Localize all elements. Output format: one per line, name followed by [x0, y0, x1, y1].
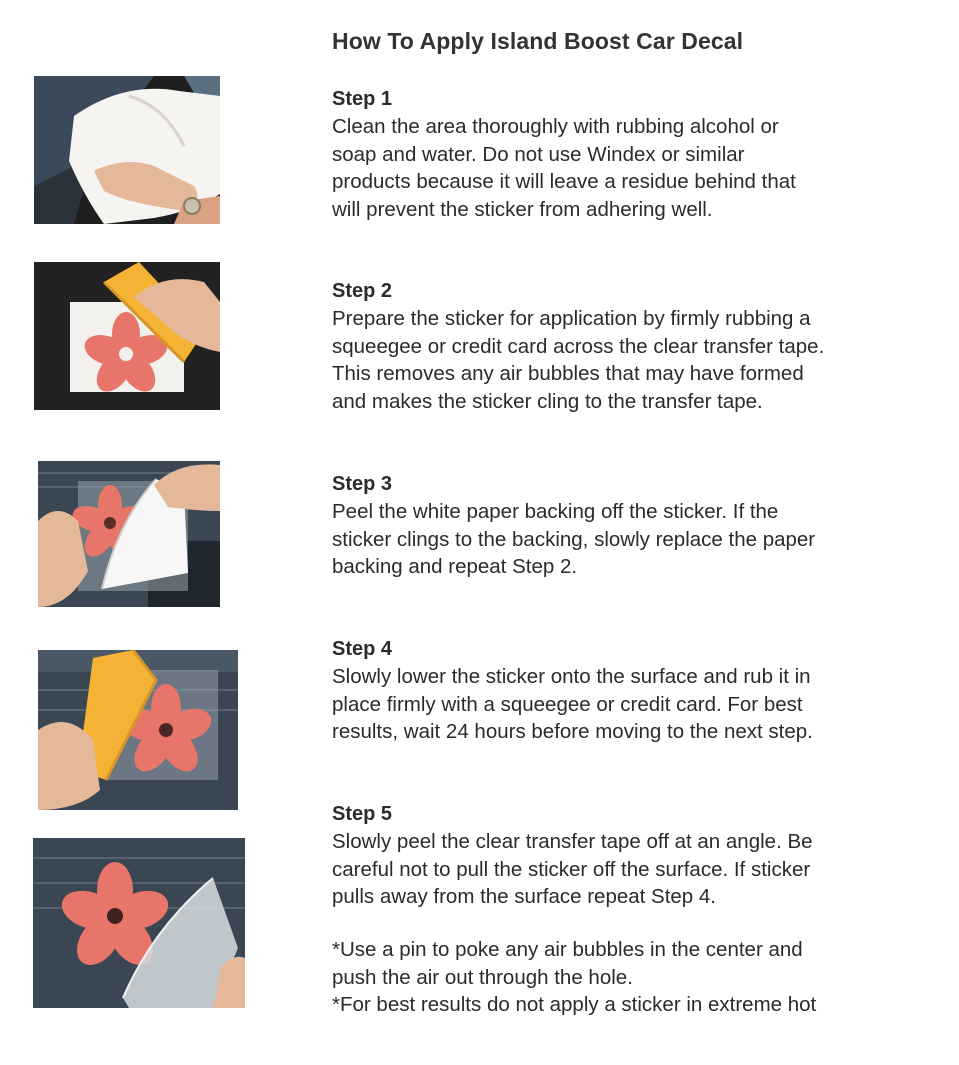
- page-title: How To Apply Island Boost Car Decal: [332, 28, 744, 54]
- step-3-photo-peeling-backing: [38, 461, 220, 607]
- step-1: [332, 86, 932, 223]
- step-2: [332, 278, 932, 415]
- step-1-heading: Step 1: [332, 88, 393, 110]
- step-5-photo-peeling-transfer-tape: [33, 838, 245, 1008]
- step-4-text: Slowly lower the sticker onto the surface and rub it in place firmly with a squeegee or credit card. For best results, wait 24 hours before moving to the next step.: [332, 665, 813, 743]
- step-1-text: Clean the area thoroughly with rubbing alcohol or soap and water. Do not use Windex or similar products because it will leave a residue behind that will prevent the sticker from adhering well.: [332, 115, 796, 221]
- step-2-heading: Step 2: [332, 280, 393, 302]
- step-5: [332, 801, 932, 911]
- step-3-heading: Step 3: [332, 473, 393, 495]
- step-3-text: Peel the white paper backing off the sticker. If the sticker clings to the backing, slowly replace the paper backing and repeat Step 2.: [332, 500, 816, 578]
- step-4-heading: Step 4: [332, 638, 393, 660]
- step-2-photo-squeegee-sticker: [34, 262, 220, 410]
- step-4: [332, 636, 932, 746]
- step-4-photo-squeegee-window: [38, 650, 238, 810]
- step-5-text: Slowly peel the clear transfer tape off at an angle. Be careful not to pull the sticker off the surface. If sticker pulls away from the surface repeat Step 4.: [332, 830, 813, 908]
- application-notes: *Use a pin to poke any air bubbles in the center and push the air out through the hole. *For best results do not apply a sticker in extreme hot: [332, 938, 817, 1016]
- step-5-heading: Step 5: [332, 803, 393, 825]
- step-2-text: Prepare the sticker for application by firmly rubbing a squeegee or credit card across the clear transfer tape. This removes any air bubbles that may have formed and makes the sticker cling to the transfer tape.: [332, 307, 825, 413]
- step-3: [332, 471, 932, 581]
- step-1-photo-wiping-window: [34, 76, 220, 224]
